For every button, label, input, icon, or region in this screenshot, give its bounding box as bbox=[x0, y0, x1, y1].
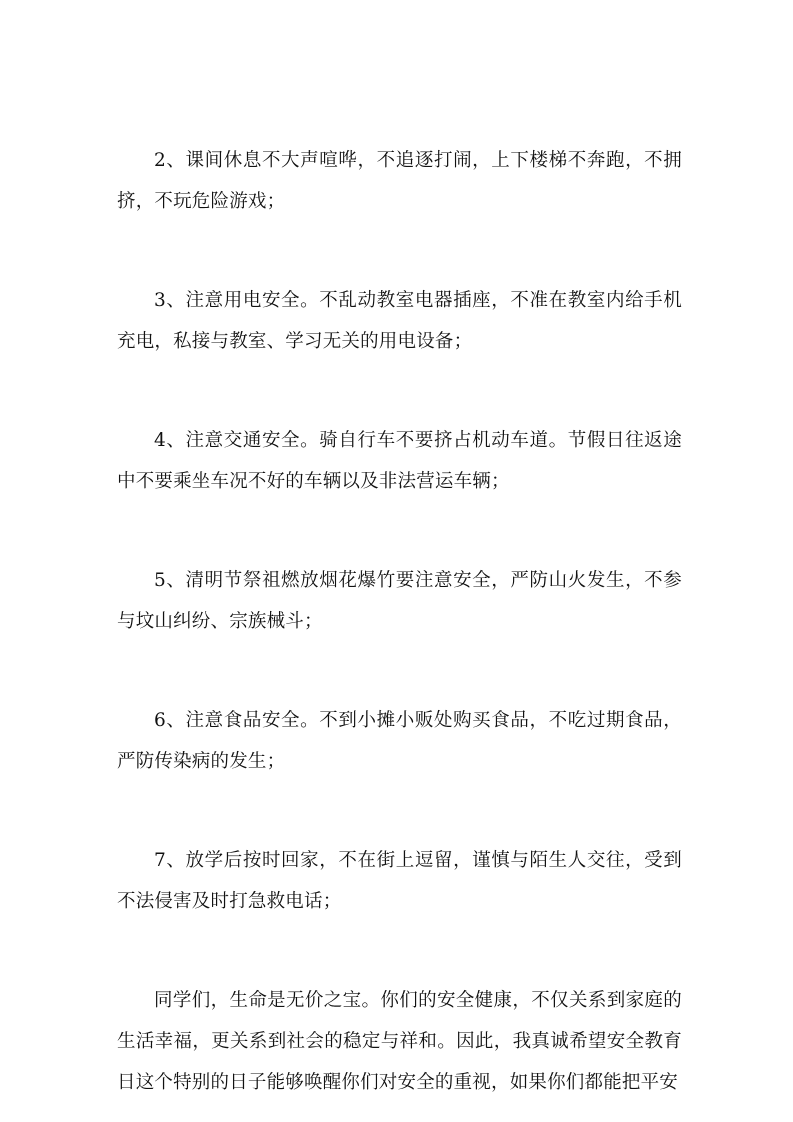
paragraph-item-2: 2、课间休息不大声喧哗，不追逐打闹，上下楼梯不奔跑，不拥挤，不玩危险游戏； bbox=[117, 150, 682, 212]
paragraph-item-7: 7、放学后按时回家，不在街上逗留，谨慎与陌生人交往，受到不法侵害及时打急救电话； bbox=[117, 850, 682, 912]
paragraph-item-6: 6、注意食品安全。不到小摊小贩处购买食品，不吃过期食品，严防传染病的发生； bbox=[117, 710, 682, 772]
paragraph-item-5: 5、清明节祭祖燃放烟花爆竹要注意安全，严防山火发生，不参与坟山纠纷、宗族械斗； bbox=[117, 570, 682, 632]
paragraph-item-3: 3、注意用电安全。不乱动教室电器插座，不准在教室内给手机充电，私接与教室、学习无关的用电设备； bbox=[117, 290, 682, 352]
paragraph-item-4: 4、注意交通安全。骑自行车不要挤占机动车道。节假日往返途中不要乘坐车况不好的车辆以及非法营运车辆； bbox=[117, 430, 682, 492]
document-body bbox=[117, 140, 682, 1103]
closing-paragraph: 同学们，生命是无价之宝。你们的安全健康，不仅关系到家庭的生活幸福，更关系到社会的稳定与祥和。因此，我真诚希望安全教育日这个特别的日子能够唤醒你们对安全的重视，如果你们都能把平安 bbox=[117, 990, 682, 1093]
